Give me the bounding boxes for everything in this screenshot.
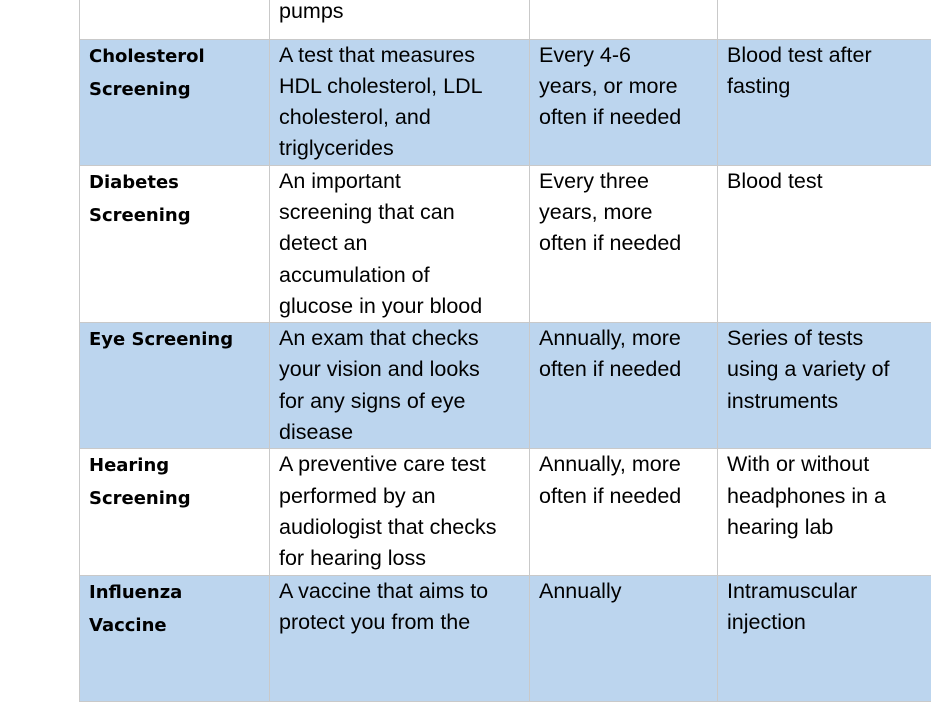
description-cell: An important screening that can detect an accumulation of glucose in your blood [270, 165, 530, 322]
method-cell: With or without headphones in a hearing lab [718, 449, 931, 575]
frequency-cell: Annually, more often if needed [530, 323, 718, 449]
description-cell: pumps [270, 0, 530, 39]
table-row [80, 323, 931, 449]
description-cell: A test that measures HDL cholesterol, LDL cholesterol, and triglycerides [270, 39, 530, 165]
table-row [80, 165, 931, 322]
screening-name-cell: Eye Screening [80, 323, 270, 449]
method-cell: Series of tests using a variety of instruments [718, 323, 931, 449]
screening-name-cell: Hearing Screening [80, 449, 270, 575]
frequency-cell: Annually [530, 575, 718, 701]
method-cell: Intramuscular injection [718, 575, 931, 701]
frequency-cell: Annually, more often if needed [530, 449, 718, 575]
table-row [80, 575, 931, 701]
description-cell: A preventive care test performed by an audiologist that checks for hearing loss [270, 449, 530, 575]
description-cell: An exam that checks your vision and looks for any signs of eye disease [270, 323, 530, 449]
method-cell: Blood test [718, 165, 931, 322]
screening-name-cell [80, 0, 270, 39]
frequency-cell: Every three years, more often if needed [530, 165, 718, 322]
method-cell: Blood test after fasting [718, 39, 931, 165]
method-cell [718, 0, 931, 39]
screening-table [79, 0, 931, 702]
screening-name-cell: Diabetes Screening [80, 165, 270, 322]
screening-name-cell: Influenza Vaccine [80, 575, 270, 701]
screening-name-cell: Cholesterol Screening [80, 39, 270, 165]
table-row [80, 39, 931, 165]
frequency-cell: Every 4-6 years, or more often if needed [530, 39, 718, 165]
frequency-cell [530, 0, 718, 39]
table-row [80, 0, 931, 39]
description-cell: A vaccine that aims to protect you from the [270, 575, 530, 701]
table-row [80, 449, 931, 575]
